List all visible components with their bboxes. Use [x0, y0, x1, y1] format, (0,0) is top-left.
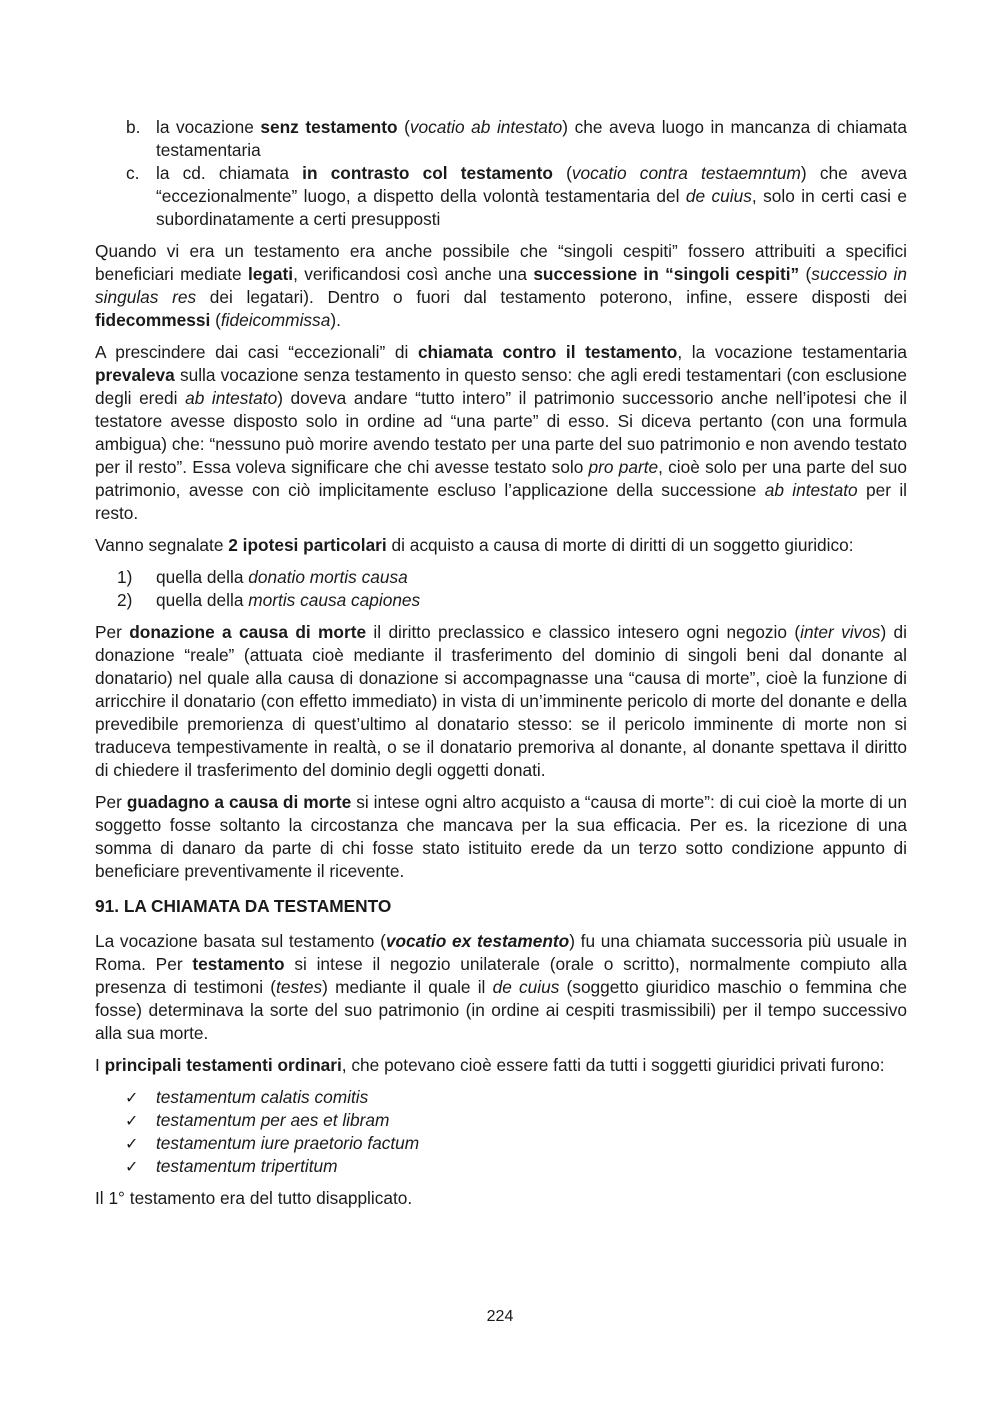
text-run: inter vivos: [800, 622, 881, 642]
text-run: mortis causa capiones: [248, 590, 421, 610]
text-run: , verificandosi così anche una: [293, 264, 534, 284]
text-run: ab intestato: [185, 388, 278, 408]
text-run: testamento: [192, 954, 285, 974]
text-run: (soggetto giuridico maschio o femmina che fosse) determinava la sorte del suo patrimonio (in ordine ai cespiti trasmissibili) per il tempo successivo alla sua morte.: [95, 977, 908, 1043]
text-run: guadagno a causa di morte: [126, 792, 352, 812]
text-run: 2 ipotesi particolari: [228, 535, 387, 555]
list-vocazioni: [95, 116, 907, 231]
text-run: fideicommissa: [220, 310, 331, 330]
text-run: ) fu una chiamata successoria più usuale in Roma. Per: [95, 931, 907, 974]
text-run: donatio mortis causa: [248, 567, 408, 587]
text-run: di acquisto a causa di morte di diritti di un soggetto giuridico:: [386, 535, 854, 555]
text-run: Per: [95, 792, 127, 812]
text-run: prevaleva: [95, 365, 175, 385]
text-run: ) che aveva luogo in mancanza di chiamata testamentaria: [156, 117, 907, 160]
text-run: quella della: [156, 567, 249, 587]
text-run: il diritto preclassico e classico intesero ogni negozio (: [366, 622, 801, 642]
list-item-text: [156, 1110, 389, 1130]
text-run: ) di donazione “reale” (attuata cioè mediante il trasferimento del dominio di singoli beni dal donante al donatario) nel quale alla causa di donazione si accompagnasse una “causa di morte”, cioè la funzione di arricchire il donatario (con effetto immediato) in vista di un’imminente pericolo di morte del donante e della prevedibile premorienza di quest’ultimo al donatario stesso: se il pericolo imminente di morte non si traduceva tempestivamente in realtà, o se il donatario premoriva al donante, al donante spettava il diritto di chiedere il trasferimento del dominio degli oggetti donati.: [95, 622, 908, 780]
text-run: donazione a causa di morte: [129, 622, 367, 642]
text-run: La vocazione basata sul testamento (: [95, 931, 386, 951]
text-run: (: [397, 117, 410, 137]
page-number: 224: [486, 1308, 514, 1325]
text-run: in contrasto col testamento: [302, 163, 553, 183]
list-item-text: [156, 117, 907, 160]
list-item-text: [156, 163, 907, 229]
list-item-text: [156, 567, 408, 587]
text-run: , la vocazione testamentaria: [677, 342, 908, 362]
text-run: A prescindere dai casi “eccezionali” di: [95, 342, 418, 362]
list-item-text: [156, 590, 420, 610]
text-run: testamentum iure praetorio factum: [156, 1133, 420, 1153]
list-marker: b.: [126, 117, 141, 137]
text-run: ) mediante il quale il: [322, 977, 493, 997]
text-run: si intese ogni altro acquisto a “causa di morte”: di cui cioè la morte di un soggetto fosse soltanto la circostanza che mancava per la sua efficacia. Per es. la ricezione di una somma di danaro da parte di chi fosse stato istituito erede da un terzo sotto condizione appunto di beneficiare preventivamente il ricevente.: [95, 792, 907, 881]
text-run: sulla vocazione senza testamento in questo senso: che agli eredi testamentari (con esclusione degli eredi: [95, 365, 907, 408]
text-run: , che potevano cioè essere fatti da tutti i soggetti giuridici privati furono:: [341, 1055, 885, 1075]
paragraph-final: [95, 1187, 907, 1210]
page-body: [95, 116, 907, 1219]
text-run: chiamata contro il testamento: [417, 342, 678, 362]
text-run: de cuius: [492, 977, 560, 997]
text-run: la cd. chiamata: [156, 163, 303, 183]
list-item: [95, 116, 907, 162]
list-item: [95, 162, 907, 231]
paragraph-principali: [95, 1054, 907, 1077]
list-item: [95, 1109, 907, 1132]
list-item: [95, 1086, 907, 1109]
paragraph-ipotesi: [95, 534, 907, 557]
text-run: (: [210, 310, 221, 330]
text-run: testamentum calatis comitis: [156, 1087, 369, 1107]
text-run: Quando vi era un testamento era anche possibile che “singoli cespiti” fossero attribuiti a specifici beneficiari mediate: [95, 241, 907, 284]
text-run: si intese il negozio unilaterale (orale o scritto), normalmente compiuto alla presenza di testimoni (: [95, 954, 907, 997]
list-item: [95, 566, 907, 589]
paragraph-guadagno: [95, 791, 907, 883]
text-run: de cuius: [685, 186, 752, 206]
section-heading: 91. LA CHIAMATA DA TESTAMENTO: [95, 896, 392, 916]
list-item: [95, 1132, 907, 1155]
text-run: testes: [276, 977, 323, 997]
text-run: principali testamenti ordinari: [104, 1055, 342, 1075]
text-run: ) doveva andare “tutto intero” il patrimonio successorio anche nell’ipotesi che il testatore avesse disposto solo in ordine ad “una parte” di esso. Si diceva pertanto (con una formula ambigua) che: “nessuno può morire avendo testato per una parte del suo patrimonio e non avendo testato per il resto”. Essa voleva significare che chi avesse testato solo: [95, 388, 907, 477]
text-run: per il resto.: [95, 480, 907, 523]
list-item: [95, 589, 907, 612]
list-item: [95, 1155, 907, 1178]
checkmark-icon: ✓: [125, 1111, 139, 1130]
text-run: testamentum tripertitum: [156, 1156, 338, 1176]
text-run: ab intestato: [764, 480, 858, 500]
list-marker: c.: [126, 163, 140, 183]
text-run: vocatio ab intestato: [409, 117, 563, 137]
list-testamenti: [95, 1086, 907, 1178]
text-run: quella della: [156, 590, 249, 610]
paragraph-donazione: [95, 621, 907, 782]
text-run: Per: [95, 622, 130, 642]
text-run: testamentum per aes et libram: [156, 1110, 390, 1130]
text-run: I: [95, 1055, 105, 1075]
text-run: pro parte: [588, 457, 659, 477]
text-run: (: [552, 163, 572, 183]
checkmark-icon: ✓: [125, 1134, 139, 1153]
list-marker: 2): [117, 590, 133, 610]
list-item-text: [156, 1133, 419, 1153]
text-run: vocatio contra testaemntum: [571, 163, 801, 183]
text-run: , solo in certi casi e subordinatamente a certi presupposti: [156, 186, 907, 229]
text-run: successio in singulas res: [95, 264, 907, 307]
text-run: fidecommessi: [95, 310, 211, 330]
text-run: Il 1° testamento era del tutto disapplicato.: [95, 1188, 413, 1208]
text-run: senz testamento: [260, 117, 398, 137]
checkmark-icon: ✓: [125, 1088, 139, 1107]
text-run: vocatio ex testamento: [385, 931, 570, 951]
text-run: Vanno segnalate: [95, 535, 229, 555]
paragraph-prevaleva: [95, 341, 907, 525]
list-item-text: [156, 1087, 368, 1107]
text-run: , cioè solo per una parte del suo patrimonio, avesse con ciò implicitamente escluso l’applicazione della successione: [95, 457, 908, 500]
checkmark-icon: ✓: [125, 1157, 139, 1176]
text-run: ) che aveva “eccezionalmente” luogo, a dispetto della volontà testamentaria del: [156, 163, 907, 206]
list-item-text: [156, 1156, 338, 1176]
list-ipotesi: [95, 566, 907, 612]
text-run: la vocazione: [156, 117, 261, 137]
text-run: (: [799, 264, 812, 284]
list-marker: 1): [117, 567, 133, 587]
text-run: ).: [330, 310, 341, 330]
text-run: legati: [247, 264, 294, 284]
text-run: successione in “singoli cespiti”: [533, 264, 800, 284]
paragraph-legati: [95, 240, 907, 332]
text-run: dei legatari). Dentro o fuori dal testamento poterono, infine, essere disposti dei: [196, 287, 907, 307]
paragraph-vocazione: [95, 930, 907, 1045]
